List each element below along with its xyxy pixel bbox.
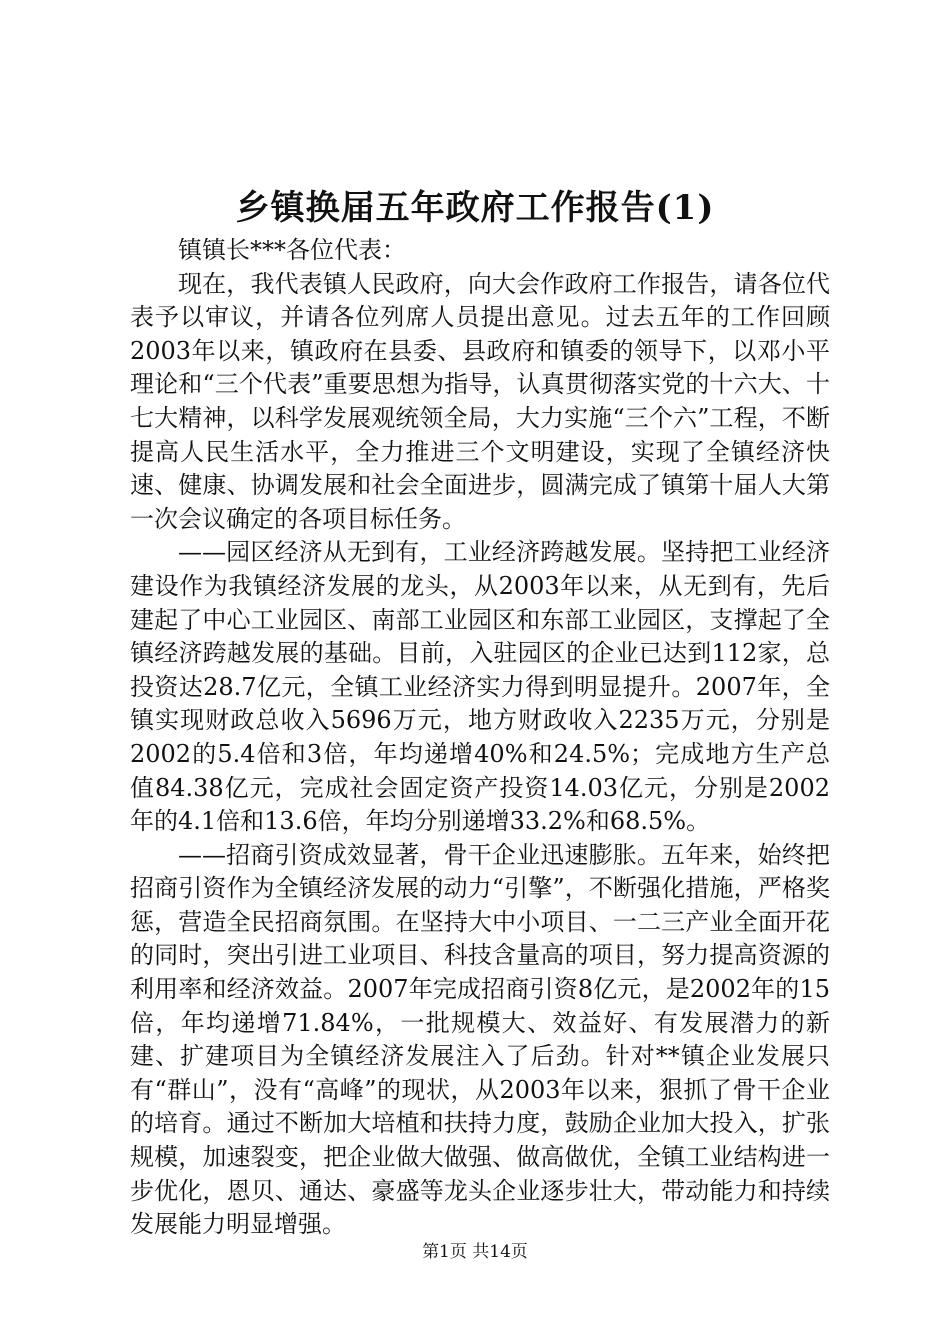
page-footer [0,1240,950,1264]
paragraph-industrial-parks: ——园区经济从无到有，工业经济跨越发展。坚持把工业经济建设作为我镇经济发展的龙头，从2003年以来，从无到有，先后建起了中心工业园区、南部工业园区和东部工业园区，支撑起了全镇经济跨越发展的基础。目前，入驻园区的企业已达到112家，总投资达28.7亿元，全镇工业经济实力得到明显提升。2007年，全镇实现财政总收入5696万元，地方财政收入2235万元，分别是2002的5.4倍和3倍，年均递增40%和24.5%；完成地方生产总值84.38亿元，完成社会固定资产投资14.03亿元，分别是2002年的4.1倍和13.6倍，年均分别递增33.2%和68.5%。 [130,538,830,836]
document-body [130,234,830,1242]
document-title: 乡镇换届五年政府工作报告(1) [235,188,715,228]
page-indicator: 第1页 共14页 [422,1242,528,1262]
salutation: 镇镇长***各位代表： [178,236,406,264]
paragraph-investment: ——招商引资成效显著，骨干企业迅速膨胀。五年来，始终把招商引资作为全镇经济发展的动力“引擎”，不断强化措施，严格奖惩，营造全民招商氛围。在坚持大中小项目、一二三产业全面开花的同时，突出引进工业项目、科技含量高的项目，努力提高资源的利用率和经济效益。2007年完成招商引资8亿元，是2002年的15倍，年均递增71.84%，一批规模大、效益好、有发展潜力的新建、扩建项目为全镇经济发展注入了后劲。针对**镇企业发展只有“群山”，没有“高峰”的现状，从2003年以来，狠抓了骨干企业的培育。通过不断加大培植和扶持力度，鼓励企业加大投入，扩张规模，加速裂变，把企业做大做强、做高做优，全镇工业结构进一步优化，恩贝、通达、豪盛等龙头企业逐步壮大，带动能力和持续发展能力明显增强。 [130,840,830,1239]
paragraph-intro: 现在，我代表镇人民政府，向大会作政府工作报告，请各位代表予以审议，并请各位列席人员提出意见。过去五年的工作回顾2003年以来，镇政府在县委、县政府和镇委的领导下，以邓小平理论和“三个代表”重要思想为指导，认真贯彻落实党的十六大、十七大精神，以科学发展观统领全局，大力实施“三个六”工程，不断提高人民生活水平，全力推进三个文明建设，实现了全镇经济快速、健康、协调发展和社会全面进步，圆满完成了镇第十届人大第一次会议确定的各项目标任务。 [130,269,830,533]
